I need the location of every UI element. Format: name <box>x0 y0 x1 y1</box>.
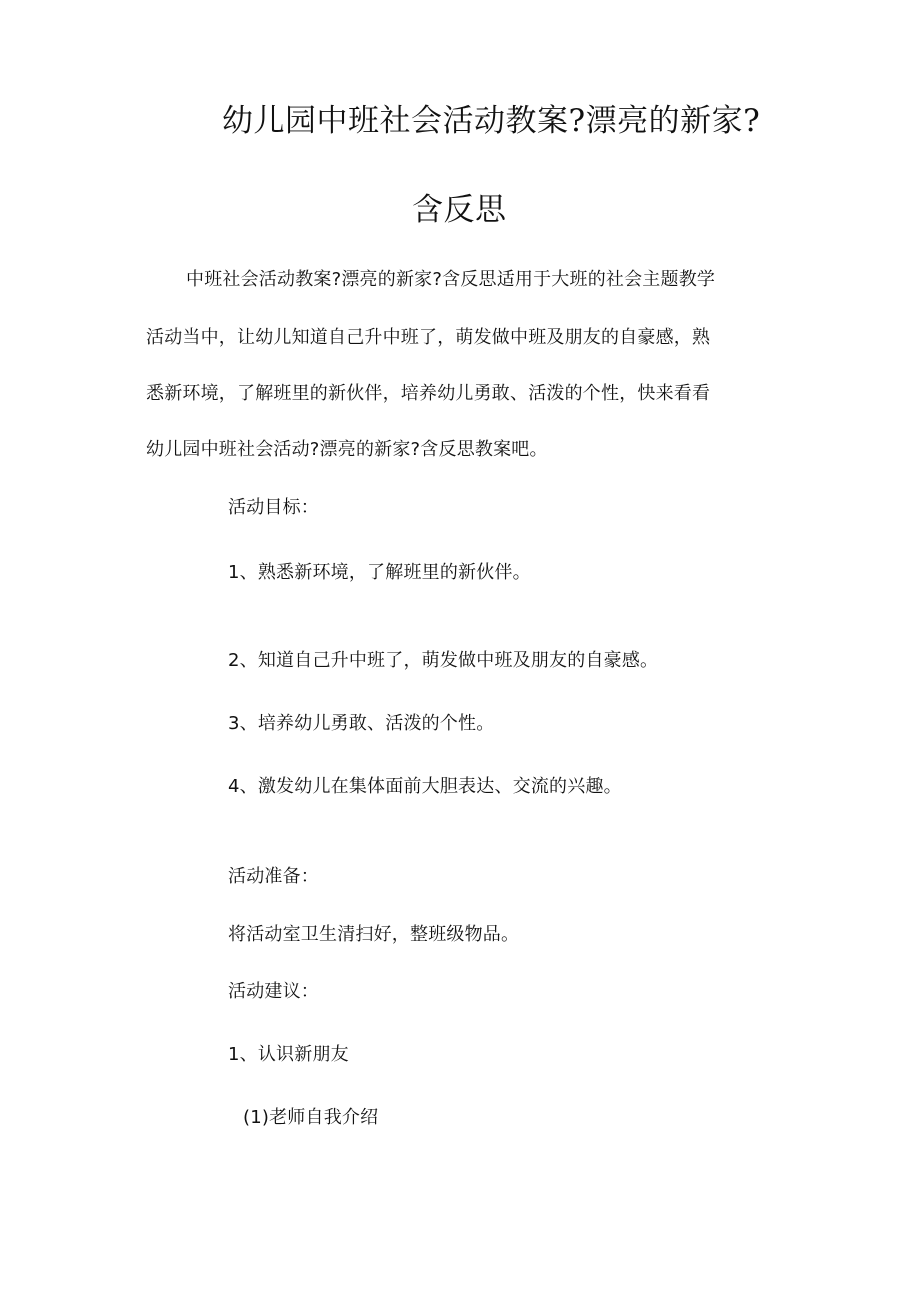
suggest-sub-item-1: (1)老师自我介绍 <box>243 1107 379 1128</box>
document-title-line-2: 含反思 <box>412 192 507 228</box>
document-title-line-1: 幼儿园中班社会活动教案?漂亮的新家? <box>222 103 761 139</box>
goals-heading: 活动目标： <box>228 497 319 518</box>
intro-line-4: 幼儿园中班社会活动?漂亮的新家?含反思教案吧。 <box>146 439 548 460</box>
intro-line-3: 悉新环境，了解班里的新伙伴，培养幼儿勇敢、活泼的个性，快来看看 <box>146 383 711 404</box>
goal-item-3: 3、培养幼儿勇敢、活泼的个性。 <box>228 713 495 734</box>
intro-line-2: 活动当中，让幼儿知道自己升中班了，萌发做中班及朋友的自豪感，熟 <box>146 327 711 348</box>
intro-line-1: 中班社会活动教案?漂亮的新家?含反思适用于大班的社会主题教学 <box>186 269 716 290</box>
prep-text: 将活动室卫生清扫好，整班级物品。 <box>228 924 520 945</box>
goal-item-2: 2、知道自己升中班了，萌发做中班及朋友的自豪感。 <box>228 650 659 671</box>
suggest-item-1: 1、认识新朋友 <box>228 1044 349 1065</box>
prep-heading: 活动准备： <box>228 866 319 887</box>
goal-item-4: 4、激发幼儿在集体面前大胆表达、交流的兴趣。 <box>228 776 622 797</box>
suggest-heading: 活动建议： <box>228 981 319 1002</box>
goal-item-1: 1、熟悉新环境，了解班里的新伙伴。 <box>228 562 531 583</box>
